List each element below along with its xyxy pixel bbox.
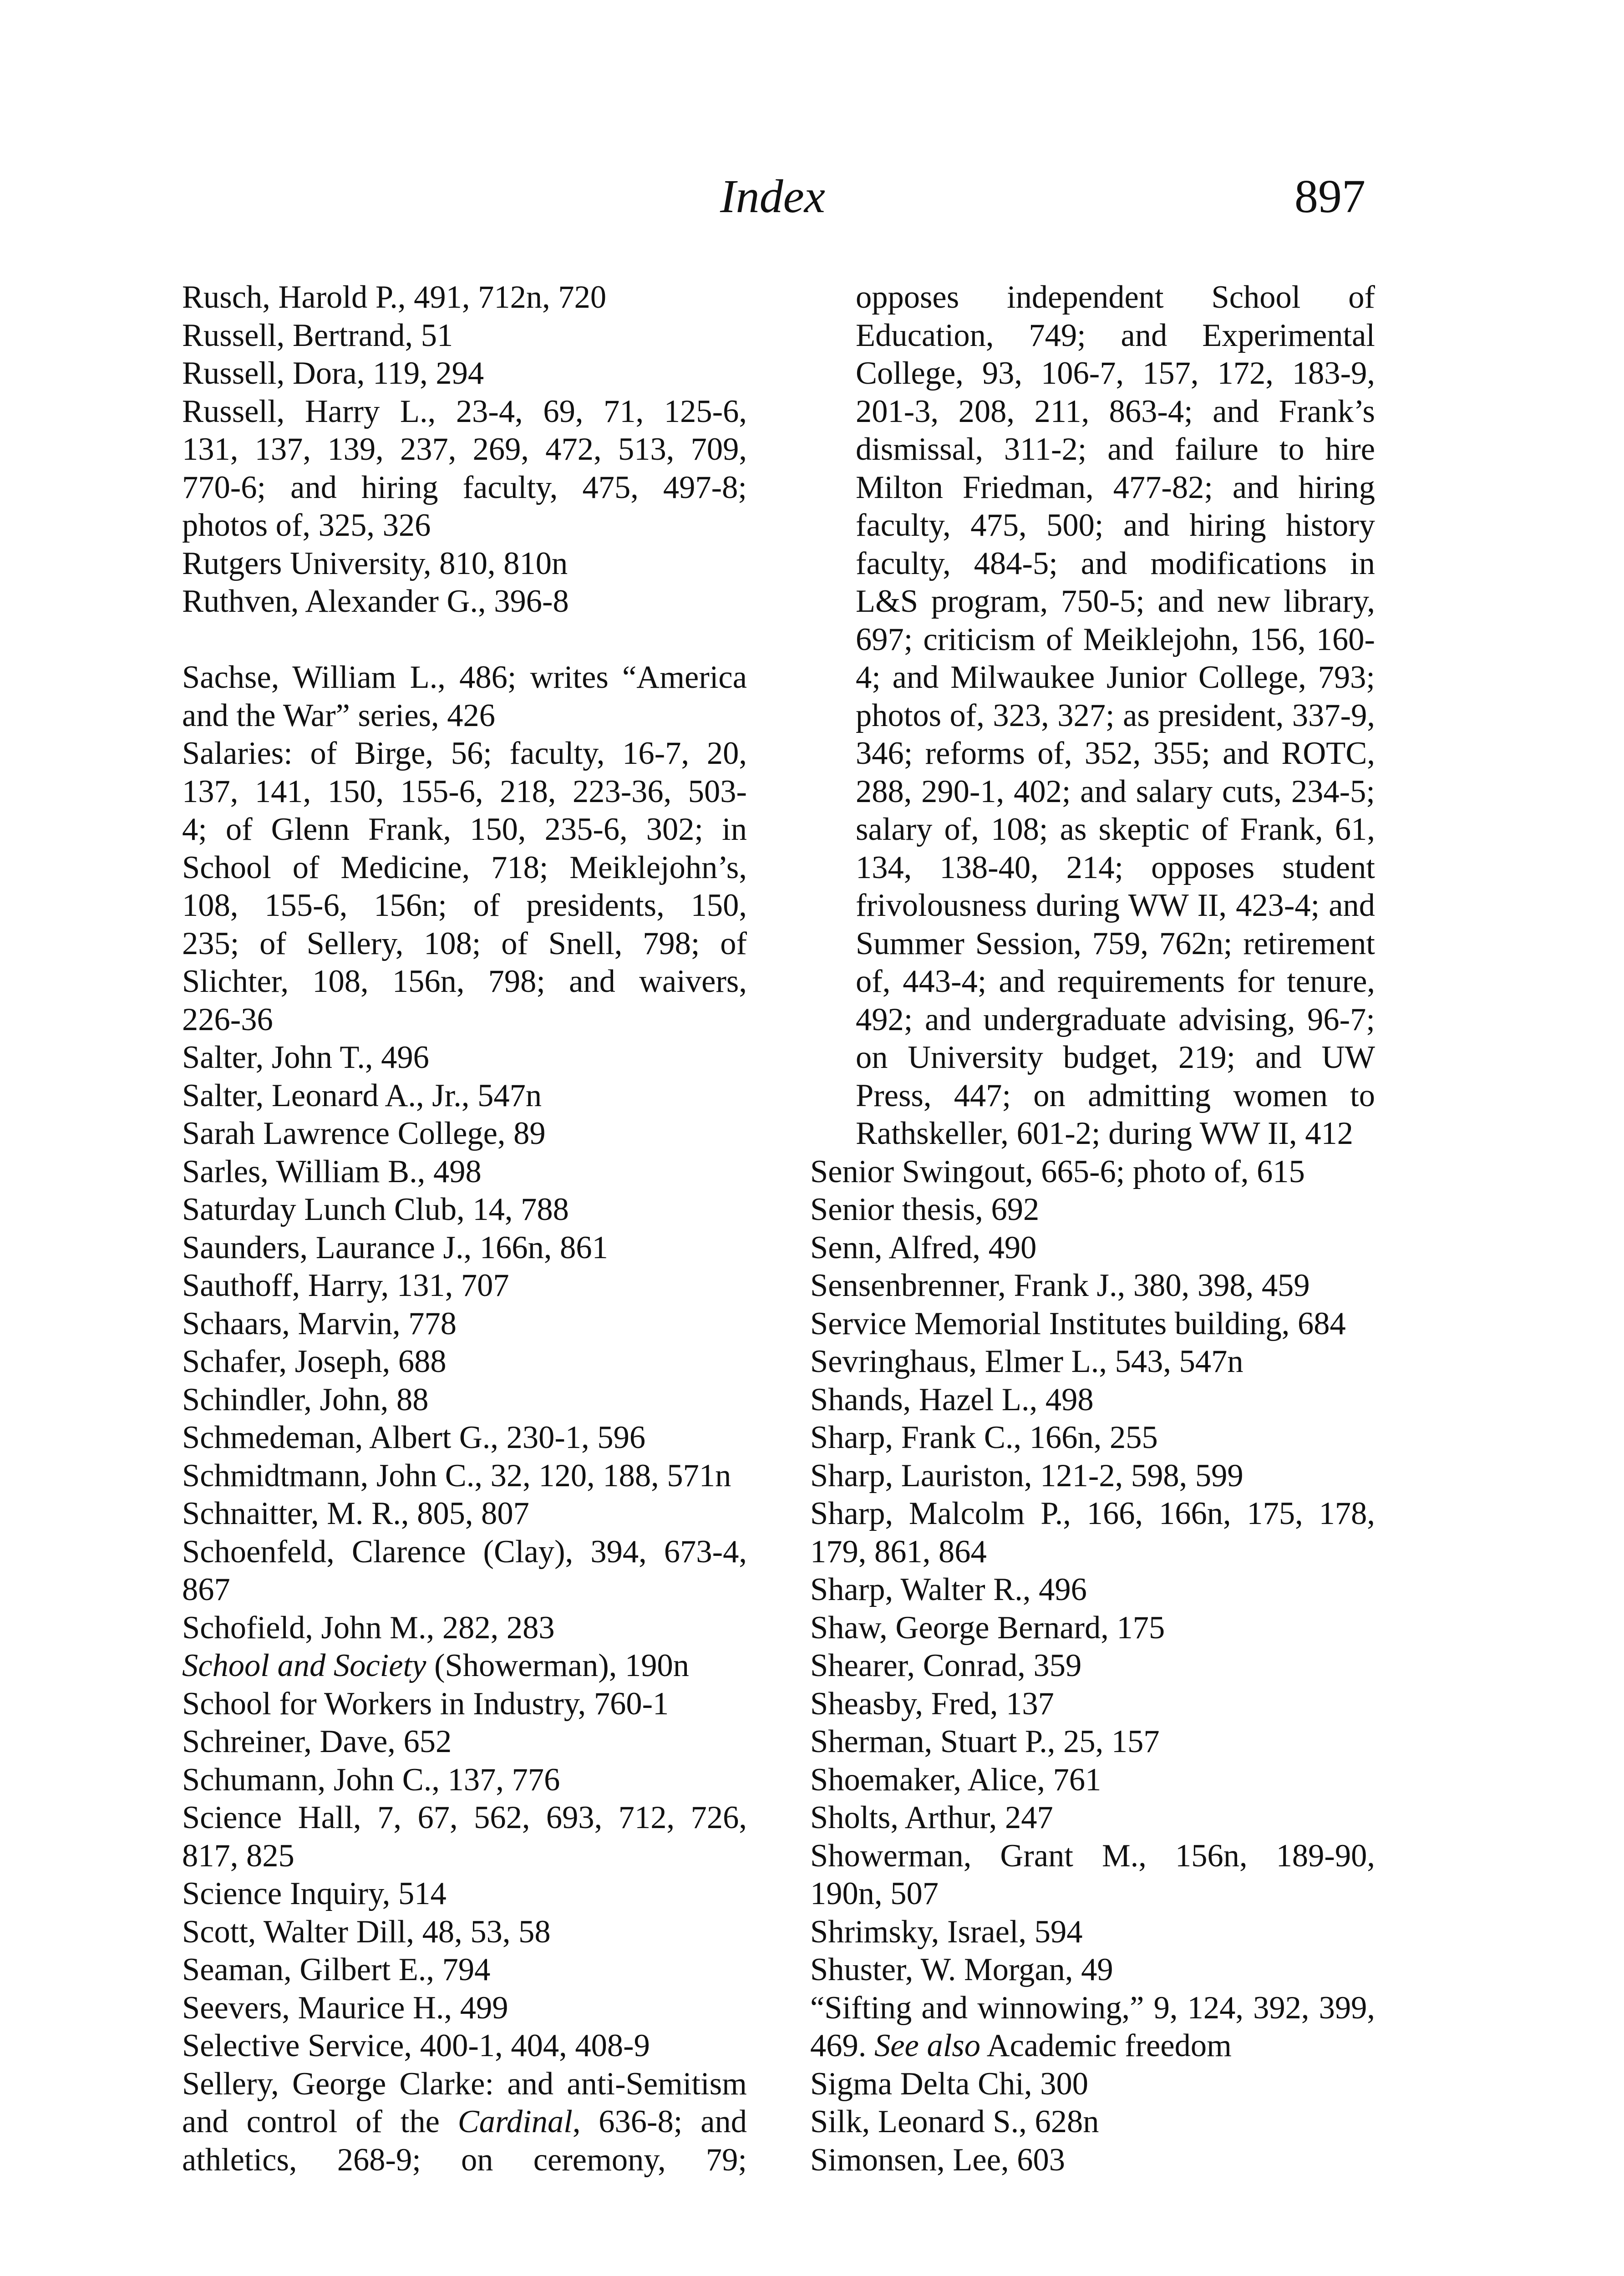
index-entry: Seevers, Maurice H., 499: [182, 1990, 508, 2026]
index-entry: Science Inquiry, 514: [182, 1876, 447, 1911]
index-entry: Schreiner, Dave, 652: [182, 1724, 452, 1759]
index-entry: Schafer, Joseph, 688: [182, 1344, 447, 1379]
index-entry: Sachse, William L., 486; writes “America and the War” series, 426: [182, 660, 747, 733]
index-entry: Russell, Bertrand, 51: [182, 317, 453, 353]
index-entry: Schmidtmann, John C., 32, 120, 188, 571n: [182, 1458, 731, 1494]
index-entry: Shaw, George Bernard, 175: [810, 1610, 1165, 1646]
index-entry: Salter, John T., 496: [182, 1040, 429, 1075]
index-entry: Silk, Leonard S., 628n: [810, 2104, 1099, 2139]
index-entry: Seaman, Gilbert E., 794: [182, 1952, 491, 1987]
index-entry: Schofield, John M., 282, 283: [182, 1610, 555, 1646]
letter-group-gap: [182, 621, 747, 659]
index-entry: Sevringhaus, Elmer L., 543, 547n: [810, 1344, 1243, 1379]
page-number: 897: [1294, 170, 1365, 223]
index-entry: Sarah Lawrence College, 89: [182, 1116, 546, 1151]
index-column-left: [182, 279, 747, 2179]
index-entry: Shuster, W. Morgan, 49: [810, 1952, 1113, 1987]
index-entry: Science Hall, 7, 67, 562, 693, 712, 726, 817, 825: [182, 1800, 747, 1874]
index-entry: Shands, Hazel L., 498: [810, 1382, 1094, 1417]
index-entry: Sellery, George Clarke: and anti-Semitism and control of the Cardinal, 636-8; and athletics, 268-9; on ceremony, 79;: [182, 2066, 747, 2178]
index-entry: Simonsen, Lee, 603: [810, 2142, 1066, 2178]
index-entry: Ruthven, Alexander G., 396-8: [182, 584, 569, 619]
index-entry: Schoenfeld, Clarence (Clay), 394, 673-4, 867: [182, 1534, 747, 1607]
index-entry: Sholts, Arthur, 247: [810, 1800, 1053, 1835]
index-entry: Shoemaker, Alice, 761: [810, 1762, 1101, 1798]
index-entry: “Sifting and winnowing,” 9, 124, 392, 399, 469. See also Academic freedom: [810, 1990, 1375, 2063]
index-entry: Sharp, Malcolm P., 166, 166n, 175, 178, 179, 861, 864: [810, 1496, 1375, 1570]
index-entry: Sigma Delta Chi, 300: [810, 2066, 1088, 2102]
index-entry: Sharp, Lauriston, 121-2, 598, 599: [810, 1458, 1243, 1494]
index-entry: Selective Service, 400-1, 404, 408-9: [182, 2028, 650, 2063]
index-entry: Salaries: of Birge, 56; faculty, 16-7, 20, 137, 141, 150, 155-6, 218, 223-36, 503- 4; of Glenn Frank, 150, 235-6, 302; in School of Medicine, 718; Meiklejohn’s, 108, 155-6, 156n; of presidents, 150, 235; of Sellery, 108; of Snell, 798; of Slichter, 108, 156n, 798; and waivers, 226-36: [182, 736, 747, 1037]
index-entry: Rutgers University, 810, 810n: [182, 545, 568, 581]
index-entry: Senior Swingout, 665-6; photo of, 615: [810, 1153, 1305, 1189]
index-entry: School and Society (Showerman), 190n: [182, 1648, 690, 1683]
index-entry: Scott, Walter Dill, 48, 53, 58: [182, 1914, 551, 1950]
index-entry: Sharp, Frank C., 166n, 255: [810, 1420, 1158, 1455]
index-entry: Schnaitter, M. R., 805, 807: [182, 1496, 529, 1531]
index-entry: Salter, Leonard A., Jr., 547n: [182, 1077, 542, 1113]
index-entry: Sensenbrenner, Frank J., 380, 398, 459: [810, 1268, 1310, 1303]
index-entry: Schindler, John, 88: [182, 1382, 429, 1417]
running-head-title: Index: [720, 170, 825, 223]
index-entry: Shrimsky, Israel, 594: [810, 1914, 1083, 1950]
index-entry: Russell, Dora, 119, 294: [182, 356, 484, 391]
index-entry: Saunders, Laurance J., 166n, 861: [182, 1229, 608, 1265]
index-entry: Schaars, Marvin, 778: [182, 1306, 457, 1341]
index-entry: Senior thesis, 692: [810, 1192, 1040, 1227]
index-entry: Service Memorial Institutes building, 684: [810, 1306, 1346, 1341]
index-entry: Sarles, William B., 498: [182, 1153, 482, 1189]
index-column-right: [810, 279, 1375, 2179]
index-entry: Rusch, Harold P., 491, 712n, 720: [182, 279, 607, 315]
index-entry: Schmedeman, Albert G., 230-1, 596: [182, 1420, 646, 1455]
index-entry: Shearer, Conrad, 359: [810, 1648, 1082, 1683]
index-entry: Sherman, Stuart P., 25, 157: [810, 1724, 1160, 1759]
index-entry: Sauthoff, Harry, 131, 707: [182, 1268, 509, 1303]
index-entry: Russell, Harry L., 23-4, 69, 71, 125-6, 131, 137, 139, 237, 269, 472, 513, 709, 770-6; and hiring faculty, 475, 497-8; photos of, 325, 326: [182, 393, 747, 543]
index-entry: Sharp, Walter R., 496: [810, 1572, 1087, 1607]
index-entry: Saturday Lunch Club, 14, 788: [182, 1192, 569, 1227]
index-entry: Senn, Alfred, 490: [810, 1229, 1037, 1265]
index-entry: School for Workers in Industry, 760-1: [182, 1686, 669, 1722]
index-entry: Schumann, John C., 137, 776: [182, 1762, 560, 1798]
index-entry: Showerman, Grant M., 156n, 189-90, 190n, 507: [810, 1838, 1375, 1911]
index-entry-continuation: opposes independent School of Education, 749; and Experimental College, 93, 106-7, 157, 172, 183-9, 201-3, 208, 211, 863-4; and Frank’s dismissal, 311-2; and failure to hire Milton Friedman, 477-82; and hiring faculty, 475, 500; and hiring history faculty, 484-5; and modifications in L&S program, 750-5; and new library, 697; criticism of Meiklejohn, 156, 160- 4; and Milwaukee Junior College, 793; photos of, 323, 327; as president, 337-9, 346; reforms of, 352, 355; and ROTC, 288, 290-1, 402; and salary cuts, 234-5; salary of, 108; as skeptic of Frank, 61, 134, 138-40, 214; opposes student frivolousness during WW II, 423-4; and Summer Session, 759, 762n; retirement of, 443-4; and requirements for tenure, 492; and undergraduate advising, 96-7; on University budget, 219; and UW Press, 447; on admitting women to Rathskeller, 601-2; during WW II, 412: [856, 279, 1375, 1151]
index-entry: Sheasby, Fred, 137: [810, 1686, 1054, 1722]
